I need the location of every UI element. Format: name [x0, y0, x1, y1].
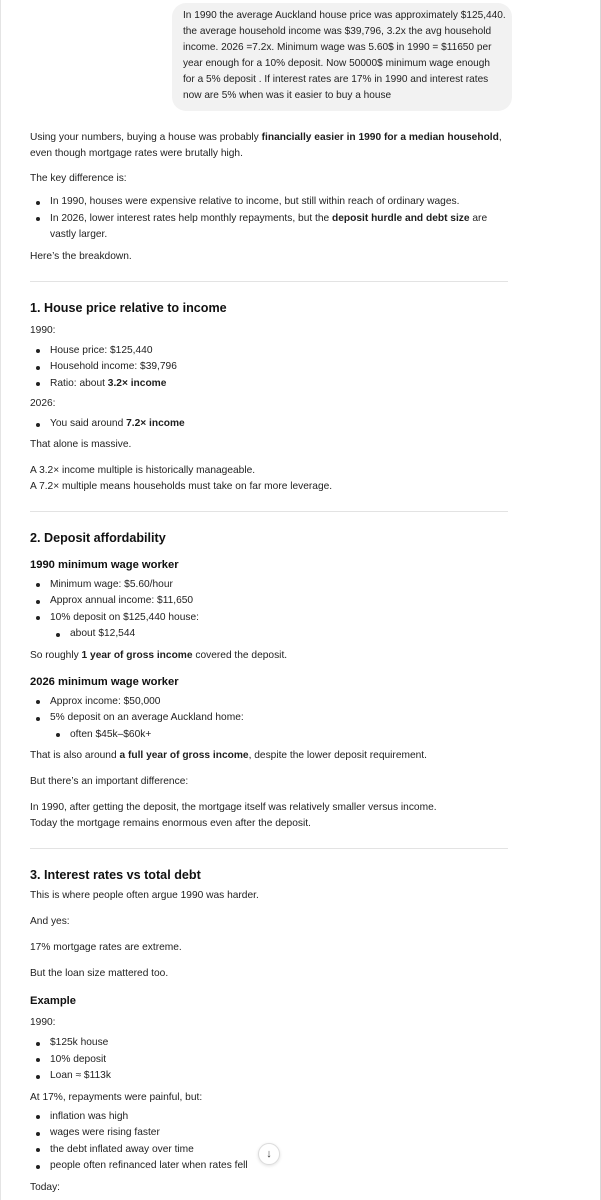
list-item: Minimum wage: $5.60/hour [30, 577, 508, 594]
list-item: $125k house [30, 1035, 508, 1052]
user-message-line: for a 5% deposit . If interest rates are 17% in 1990 and interest rates [183, 74, 489, 85]
list-item: Household income: $39,796 [30, 359, 508, 376]
list-item: 10% deposit on $125,440 house: [30, 610, 508, 627]
key-difference-text: The key difference is: [30, 173, 127, 184]
intro-bold-text: financially easier in 1990 for a median household [261, 132, 499, 143]
arrow-down-icon: ↓ [266, 1148, 272, 1160]
intro-text-end: , even though mortgage rates were brutally high. [30, 132, 502, 159]
user-message-line: income. 2026 =7.2x. Minimum wage was 5.60$ in 1990 = $11650 per [183, 42, 492, 53]
list-item-text: Ratio: about [50, 377, 108, 389]
breakdown-text: Here’s the breakdown. [30, 250, 132, 262]
subheading-1990-worker: 1990 minimum wage worker [30, 558, 179, 571]
roughly-text [30, 648, 508, 664]
also-text [30, 748, 508, 764]
label-1990: 1990: [30, 1017, 56, 1028]
user-message-line: In 1990 the average Auckland house price was approximately $125,440. [183, 10, 506, 21]
list-item [30, 376, 508, 393]
today-label: Today: [30, 1181, 61, 1193]
list-item-text: You said around [50, 418, 127, 429]
window-left-border [0, 0, 1, 1200]
list-item [30, 416, 508, 433]
section-3-heading: 3. Interest rates vs total debt [30, 868, 201, 882]
multiple-note-2: A 7.2× multiple means households must take on far more leverage. [30, 480, 333, 492]
section-2-heading: 2. Deposit affordability [30, 530, 166, 545]
example-heading: Example [30, 995, 77, 1007]
list-item: people often refinanced later when rates fell [30, 1158, 508, 1175]
difference-line-1: In 1990, after getting the deposit, the mortgage itself was relatively smaller versus income. [30, 802, 437, 813]
list-item: Loan ≈ $113k [30, 1068, 508, 1085]
also-bold: a full year of gross income [119, 750, 249, 761]
section-2-list-2026 [30, 694, 508, 744]
nested-list-item: often $45k–$60k+ [30, 727, 508, 744]
roughly-text-end: covered the deposit. [192, 649, 288, 661]
list-item: House price: $125,440 [30, 343, 508, 360]
list-item: the debt inflated away over time [30, 1142, 508, 1159]
list-item: In 1990, houses were expensive relative to income, but still within reach of ordinary wages. [30, 194, 508, 211]
difference-line-2: Today the mortgage remains enormous even after the deposit. [30, 818, 311, 829]
subheading-2026-worker: 2026 minimum wage worker [30, 675, 179, 688]
nested-list-item: about $12,544 [30, 626, 508, 643]
user-message-line: now are 5% when was it easier to buy a house [183, 90, 392, 101]
list-item-bold: 3.2× income [107, 377, 167, 389]
list-item-text: In 2026, lower interest rates help monthly repayments, but the [50, 212, 333, 224]
list-item [30, 211, 508, 244]
list-item: inflation was high [30, 1109, 508, 1126]
and-yes-text: And yes: [30, 916, 70, 927]
example-list [30, 1035, 508, 1085]
roughly-text-start: So roughly [30, 649, 82, 661]
intro-text: Using your numbers, buying a house was probably [30, 132, 262, 143]
painful-text: At 17%, repayments were painful, but: [30, 1091, 203, 1103]
label-2026: 2026: [30, 398, 56, 409]
list-item-bold: deposit hurdle and debt size [332, 212, 470, 224]
user-message-bubble [172, 3, 512, 111]
extreme-text: 17% mortgage rates are extreme. [30, 942, 182, 953]
section-1-heading: 1. House price relative to income [30, 300, 227, 315]
list-item: 5% deposit on an average Auckland home: [30, 710, 508, 727]
user-message-line: year enough for a 10% deposit. Now 50000$ minimum wage enough [183, 58, 490, 69]
user-message-line: the average household income was $39,796, 3.2x the avg household [183, 26, 492, 37]
section-divider [30, 848, 508, 849]
also-text-start: That is also around [30, 750, 120, 761]
section-1-list-2026 [30, 416, 508, 433]
scroll-to-bottom-button[interactable] [258, 1143, 280, 1165]
massive-text: That alone is massive. [30, 438, 132, 450]
also-text-end: , despite the lower deposit requirement. [248, 750, 427, 761]
important-difference-text: But there’s an important difference: [30, 776, 189, 787]
key-points-list [30, 194, 508, 244]
section-divider [30, 511, 508, 512]
argue-text: This is where people often argue 1990 was harder. [30, 890, 259, 901]
label-1990: 1990: [30, 324, 56, 336]
list-item-bold: 7.2× income [126, 418, 185, 429]
assistant-response [30, 130, 508, 1196]
list-item-text-end: are vastly larger. [50, 212, 488, 240]
list-item: 10% deposit [30, 1052, 508, 1069]
intro-paragraph [30, 130, 508, 162]
loan-size-text: But the loan size mattered too. [30, 968, 169, 979]
section-1-list-1990 [30, 343, 508, 393]
list-item: Approx income: $50,000 [30, 694, 508, 711]
list-item: wages were rising faster [30, 1125, 508, 1142]
section-2-list-1990 [30, 577, 508, 643]
multiple-note-1: A 3.2× income multiple is historically manageable. [30, 464, 256, 476]
list-item: Approx annual income: $11,650 [30, 593, 508, 610]
section-divider [30, 281, 508, 282]
roughly-bold: 1 year of gross income [81, 649, 193, 661]
